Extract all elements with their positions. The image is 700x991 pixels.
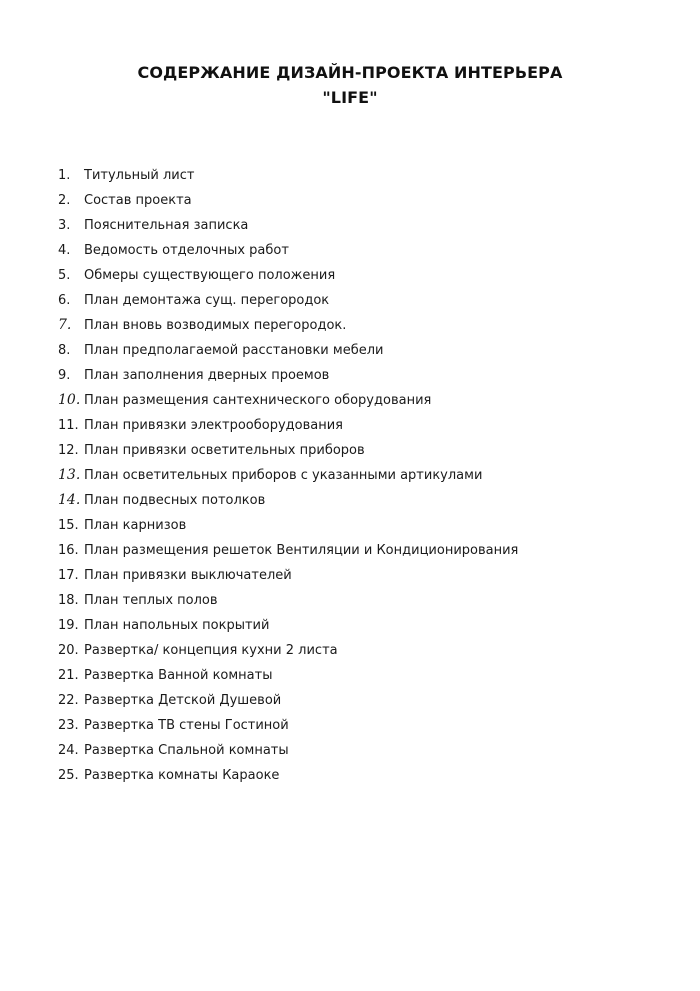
toc-item-number: 9. (58, 368, 71, 383)
toc-item-21 (58, 663, 658, 688)
toc-item-number: 2. (58, 193, 71, 208)
toc-item-number: 14. (58, 492, 81, 508)
toc-item-label: Развертка Спальной комнаты (84, 743, 289, 758)
toc-item-9 (58, 363, 658, 388)
toc-item-23 (58, 713, 658, 738)
toc-item-number: 7. (58, 317, 72, 333)
document-title (0, 60, 700, 110)
table-of-contents (58, 163, 658, 788)
toc-item-label: План привязки осветительных приборов (84, 443, 365, 458)
toc-item-label: План вновь возводимых перегородок. (84, 318, 347, 333)
toc-item-1 (58, 163, 658, 188)
toc-item-label: Развертка/ концепция кухни 2 листа (84, 643, 338, 658)
toc-item-25 (58, 763, 658, 788)
toc-item-number: 24. (58, 743, 79, 758)
toc-item-10 (58, 388, 658, 413)
toc-item-label: План предполагаемой расстановки мебели (84, 343, 384, 358)
toc-item-label: План размещения сантехнического оборудования (84, 393, 432, 408)
toc-item-18 (58, 588, 658, 613)
toc-item-number: 19. (58, 618, 79, 633)
toc-item-label: План подвесных потолков (84, 493, 266, 508)
toc-item-6 (58, 288, 658, 313)
toc-item-number: 20. (58, 643, 79, 658)
toc-item-label: Развертка Ванной комнаты (84, 668, 273, 683)
toc-item-number: 22. (58, 693, 79, 708)
toc-item-number: 6. (58, 293, 71, 308)
toc-item-label: Развертка комнаты Караоке (84, 768, 280, 783)
toc-item-label: План теплых полов (84, 593, 218, 608)
title-line-1: СОДЕРЖАНИЕ ДИЗАЙН-ПРОЕКТА ИНТЕРЬЕРА (137, 63, 563, 82)
toc-item-label: Состав проекта (84, 193, 192, 208)
toc-item-16 (58, 538, 658, 563)
toc-item-number: 25. (58, 768, 79, 783)
toc-item-label: План привязки выключателей (84, 568, 292, 583)
toc-item-17 (58, 563, 658, 588)
toc-item-label: План напольных покрытий (84, 618, 270, 633)
title-line-2: "LIFE" (322, 88, 378, 107)
toc-item-24 (58, 738, 658, 763)
toc-item-7 (58, 313, 658, 338)
toc-item-number: 5. (58, 268, 71, 283)
toc-item-label: План размещения решеток Вентиляции и Кондиционирования (84, 543, 519, 558)
toc-item-8 (58, 338, 658, 363)
toc-item-5 (58, 263, 658, 288)
toc-item-number: 21. (58, 668, 79, 683)
toc-item-4 (58, 238, 658, 263)
toc-item-label: Ведомость отделочных работ (84, 243, 289, 258)
toc-item-14 (58, 488, 658, 513)
toc-item-label: Титульный лист (84, 168, 195, 183)
toc-item-label: План демонтажа сущ. перегородок (84, 293, 330, 308)
toc-item-number: 1. (58, 168, 71, 183)
toc-item-22 (58, 688, 658, 713)
toc-item-13 (58, 463, 658, 488)
toc-item-label: План заполнения дверных проемов (84, 368, 330, 383)
toc-item-label: Развертка Детской Душевой (84, 693, 282, 708)
toc-item-number: 11. (58, 418, 79, 433)
toc-item-number: 18. (58, 593, 79, 608)
toc-item-label: Обмеры существующего положения (84, 268, 336, 283)
toc-item-11 (58, 413, 658, 438)
toc-item-3 (58, 213, 658, 238)
toc-item-19 (58, 613, 658, 638)
toc-item-number: 23. (58, 718, 79, 733)
toc-item-number: 3. (58, 218, 71, 233)
toc-item-number: 8. (58, 343, 71, 358)
toc-item-number: 17. (58, 568, 79, 583)
toc-item-label: План привязки электрооборудования (84, 418, 343, 433)
toc-item-label: Пояснительная записка (84, 218, 249, 233)
toc-item-label: План осветительных приборов с указанными артикулами (84, 468, 483, 483)
toc-item-2 (58, 188, 658, 213)
toc-item-label: Развертка ТВ стены Гостиной (84, 718, 289, 733)
toc-item-15 (58, 513, 658, 538)
toc-item-20 (58, 638, 658, 663)
toc-item-number: 10. (58, 392, 81, 408)
toc-item-label: План карнизов (84, 518, 187, 533)
toc-item-number: 15. (58, 518, 79, 533)
toc-item-12 (58, 438, 658, 463)
toc-item-number: 16. (58, 543, 79, 558)
toc-item-number: 4. (58, 243, 71, 258)
toc-item-number: 13. (58, 467, 81, 483)
toc-item-number: 12. (58, 443, 79, 458)
